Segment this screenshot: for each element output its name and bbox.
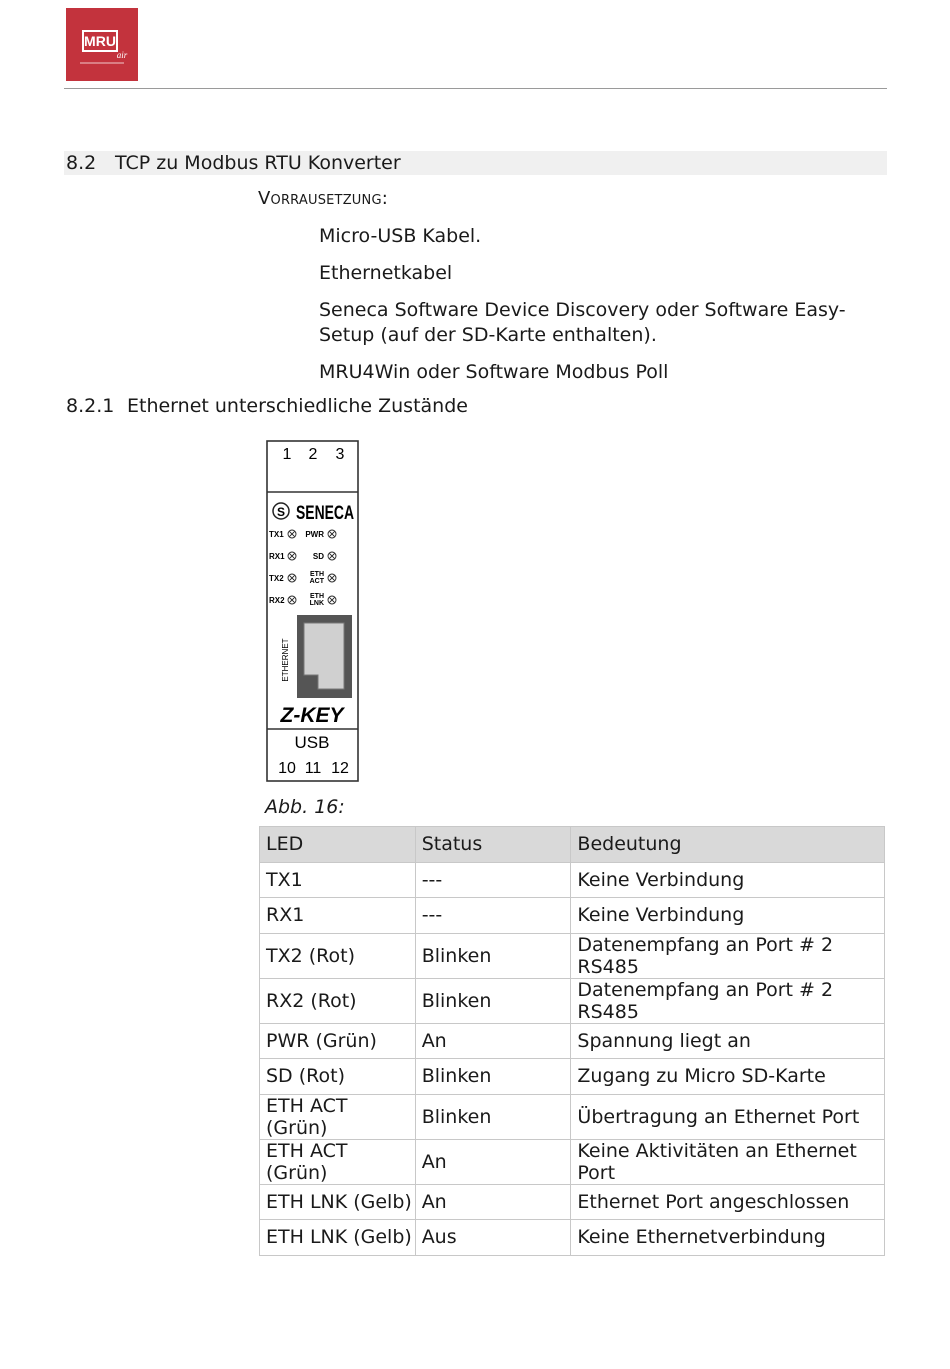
- meaning-cell: Keine Verbindung: [571, 862, 885, 898]
- led-cell: TX1: [260, 862, 416, 898]
- led-cell: PWR (Grün): [260, 1023, 416, 1059]
- status-cell: Blinken: [415, 1094, 571, 1139]
- status-cell: ---: [415, 862, 571, 898]
- led-cell: ETH ACT (Grün): [260, 1139, 416, 1184]
- meaning-cell: Datenempfang an Port # 2 RS485: [571, 933, 885, 978]
- prerequisite-label: Vorrausetzung:: [258, 188, 388, 209]
- pin-label: 12: [331, 760, 349, 777]
- subsection-title: Ethernet unterschiedliche Zustände: [127, 395, 468, 417]
- status-cell: Blinken: [415, 933, 571, 978]
- subsection-number: 8.2.1: [66, 395, 115, 417]
- status-cell: An: [415, 1023, 571, 1059]
- meaning-cell: Keine Aktivitäten an Ethernet Port: [571, 1139, 885, 1184]
- table-row: [260, 1094, 885, 1139]
- requirement-item: Ethernetkabel: [319, 262, 453, 284]
- model-label: Z-KEY: [280, 704, 344, 727]
- table-row: [260, 1139, 885, 1184]
- led-cell: RX2 (Rot): [260, 978, 416, 1023]
- ethernet-label: ETHERNET: [281, 638, 290, 682]
- table-row: [260, 933, 885, 978]
- ethernet-port-icon: [297, 615, 352, 698]
- led-status-table: [259, 826, 885, 1256]
- figure-caption: Abb. 16:: [265, 796, 345, 818]
- status-cell: Blinken: [415, 1059, 571, 1095]
- table-row: [260, 1023, 885, 1059]
- meaning-cell: Ethernet Port angeschlossen: [571, 1184, 885, 1220]
- table-row: [260, 898, 885, 934]
- led-label: ETH LNK: [309, 593, 324, 607]
- led-cell: ETH LNK (Gelb): [260, 1220, 416, 1256]
- requirement-item: MRU4Win oder Software Modbus Poll: [319, 361, 669, 383]
- meaning-cell: Keine Verbindung: [571, 898, 885, 934]
- status-cell: An: [415, 1184, 571, 1220]
- requirement-item: Micro-USB Kabel.: [319, 225, 482, 247]
- pin-label: 1: [282, 446, 292, 463]
- table-row: [260, 978, 885, 1023]
- pin-label: 2: [308, 446, 318, 463]
- meaning-cell: Spannung liegt an: [571, 1023, 885, 1059]
- led-label: PWR: [305, 530, 324, 539]
- meaning-cell: Datenempfang an Port # 2 RS485: [571, 978, 885, 1023]
- pin-label: 3: [335, 446, 345, 463]
- zkey-device-illustration: [266, 440, 359, 782]
- table-row: [260, 862, 885, 898]
- led-label: TX2: [269, 574, 284, 583]
- led-label: SD: [312, 552, 324, 561]
- led-label: RX2: [269, 596, 285, 605]
- status-cell: Blinken: [415, 978, 571, 1023]
- led-cell: TX2 (Rot): [260, 933, 416, 978]
- header-divider: [64, 88, 887, 89]
- column-header-led: LED: [260, 827, 416, 863]
- meaning-cell: Zugang zu Micro SD-Karte: [571, 1059, 885, 1095]
- led-label: TX1: [269, 530, 284, 539]
- section-title: TCP zu Modbus RTU Konverter: [115, 152, 401, 174]
- company-logo: [66, 8, 138, 81]
- led-cell: SD (Rot): [260, 1059, 416, 1095]
- table-row: [260, 1220, 885, 1256]
- svg-text:MRU: MRU: [84, 33, 116, 49]
- table-row: [260, 1184, 885, 1220]
- table-header-row: [260, 827, 885, 863]
- meaning-cell: Übertragung an Ethernet Port: [571, 1094, 885, 1139]
- pin-label: 10: [278, 760, 296, 777]
- column-header-status: Status: [415, 827, 571, 863]
- led-cell: ETH ACT (Grün): [260, 1094, 416, 1139]
- column-header-bedeutung: Bedeutung: [571, 827, 885, 863]
- svg-text:air: air: [116, 50, 128, 60]
- section-number: 8.2: [66, 152, 97, 174]
- requirement-item: Seneca Software Device Discovery oder Software Easy-Setup (auf der SD-Karte enthalten).: [319, 299, 846, 346]
- table-row: [260, 1059, 885, 1095]
- led-label: RX1: [269, 552, 285, 561]
- status-cell: ---: [415, 898, 571, 934]
- meaning-cell: Keine Ethernetverbindung: [571, 1220, 885, 1256]
- led-cell: ETH LNK (Gelb): [260, 1184, 416, 1220]
- brand-label: SENECA: [296, 503, 355, 524]
- svg-text:S: S: [276, 505, 286, 519]
- led-label: ETH ACT: [309, 571, 324, 585]
- status-cell: An: [415, 1139, 571, 1184]
- status-cell: Aus: [415, 1220, 571, 1256]
- usb-label: USB: [294, 733, 330, 752]
- led-cell: RX1: [260, 898, 416, 934]
- pin-label: 11: [304, 760, 322, 777]
